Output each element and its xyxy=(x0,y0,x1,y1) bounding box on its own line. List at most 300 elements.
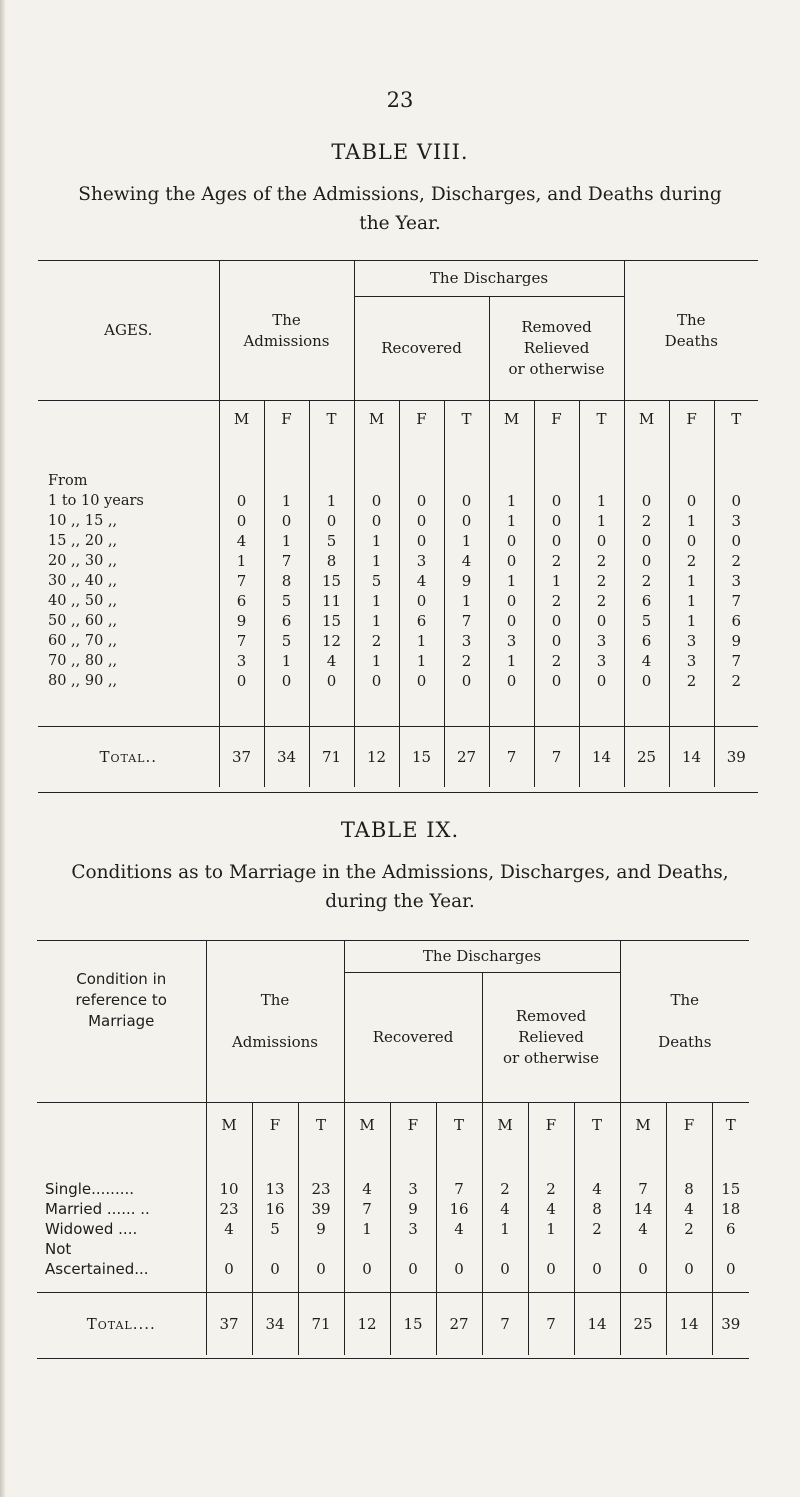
table-cell: 1 xyxy=(551,572,562,591)
table-cell: 0 xyxy=(371,512,382,531)
table-cell: 5 xyxy=(281,632,292,651)
condition-label: Single......... xyxy=(45,1180,135,1199)
table-cell: 0 xyxy=(281,512,292,531)
spacer xyxy=(621,1239,666,1259)
total-cell: 14 xyxy=(666,1293,712,1355)
spacer xyxy=(445,471,489,491)
header-f-4: F xyxy=(399,401,444,437)
total-cell: 37 xyxy=(206,1293,252,1355)
table-cell: 0 xyxy=(641,552,652,571)
header-t-8: T xyxy=(574,1103,620,1147)
header-m-0: M xyxy=(219,401,264,437)
value-column-1 xyxy=(264,437,309,727)
header-admissions-line-2: Admissions xyxy=(231,1033,319,1051)
table-cell: 0 xyxy=(224,1260,234,1279)
total-cell: 39 xyxy=(712,1293,749,1355)
spacer xyxy=(713,1159,750,1179)
table-cell: 15 xyxy=(721,1180,741,1199)
table-cell: 6 xyxy=(281,612,292,631)
table-cell: 2 xyxy=(641,572,652,591)
value-column-1 xyxy=(252,1147,298,1293)
table-cell: 4 xyxy=(592,1180,602,1199)
header-recovered: Recovered xyxy=(344,973,482,1103)
spacer xyxy=(580,471,624,491)
table-cell: 4 xyxy=(638,1220,648,1239)
blank-cell xyxy=(37,1103,206,1147)
header-recovered: Recovered xyxy=(354,297,489,401)
table-cell: 0 xyxy=(236,492,247,511)
table-cell: 0 xyxy=(506,532,517,551)
header-removed-line-3: or otherwise xyxy=(508,360,605,378)
spacer xyxy=(207,1239,252,1259)
table-cell: 2 xyxy=(641,512,652,531)
table-cell: 15 xyxy=(321,612,342,631)
table-cell: 0 xyxy=(416,592,427,611)
from-label: From xyxy=(48,473,88,490)
spacer xyxy=(625,471,669,491)
table-cell: 8 xyxy=(592,1200,602,1219)
age-label: 20 ,, 30 ,, xyxy=(48,553,118,570)
value-column-8 xyxy=(579,437,624,727)
table-cell: 0 xyxy=(362,1260,372,1279)
table-cell: 6 xyxy=(416,612,427,631)
value-column-6 xyxy=(482,1147,528,1293)
header-condition-line-1: Condition in xyxy=(76,970,167,988)
spacer xyxy=(535,471,579,491)
table-cell: 3 xyxy=(416,552,427,571)
age-label: 15 ,, 20 ,, xyxy=(48,533,118,550)
table-cell: 16 xyxy=(265,1200,285,1219)
header-m-3: M xyxy=(354,401,399,437)
header-t-2: T xyxy=(309,401,354,437)
table-cell: 9 xyxy=(316,1220,326,1239)
table-cell: 0 xyxy=(270,1260,280,1279)
table-cell: 2 xyxy=(371,632,382,651)
condition-label: Widowed .... xyxy=(45,1220,138,1239)
header-t-5: T xyxy=(436,1103,482,1147)
value-column-10 xyxy=(666,1147,712,1293)
table-cell: 6 xyxy=(731,612,742,631)
spacer xyxy=(483,1239,528,1259)
table-cell: 3 xyxy=(408,1220,418,1239)
spacer xyxy=(299,1159,344,1179)
header-discharges: The Discharges xyxy=(344,941,620,973)
spacer xyxy=(355,471,399,491)
table-cell: 2 xyxy=(596,572,607,591)
total-cell: 27 xyxy=(444,727,489,787)
table-cell: 7 xyxy=(731,592,742,611)
condition-label-line-2: Ascertained... xyxy=(45,1260,149,1279)
table-cell: 11 xyxy=(321,592,342,611)
table-cell: 16 xyxy=(449,1200,469,1219)
table-cell: 0 xyxy=(551,612,562,631)
age-label: 30 ,, 40 ,, xyxy=(48,573,118,590)
table-cell: 5 xyxy=(641,612,652,631)
total-cell: 71 xyxy=(298,1293,344,1355)
table-cell: 2 xyxy=(500,1180,510,1199)
header-admissions-line-1: The xyxy=(260,991,290,1009)
value-column-2 xyxy=(298,1147,344,1293)
table-cell: 12 xyxy=(321,632,342,651)
table-cell: 7 xyxy=(638,1180,648,1199)
total-label: Total.. xyxy=(38,727,219,787)
table-cell: 8 xyxy=(326,552,337,571)
value-column-7 xyxy=(528,1147,574,1293)
header-f-1: F xyxy=(264,401,309,437)
table-8-ages xyxy=(38,260,758,793)
table-cell: 23 xyxy=(219,1200,239,1219)
table-cell: 6 xyxy=(641,632,652,651)
header-deaths-line-2: Deaths xyxy=(658,1033,712,1051)
table-cell: 0 xyxy=(454,1260,464,1279)
spacer xyxy=(45,1159,206,1179)
table-cell: 1 xyxy=(596,492,607,511)
from-label-cell xyxy=(38,401,219,437)
header-t-2: T xyxy=(298,1103,344,1147)
table-cell: 9 xyxy=(236,612,247,631)
value-column-9 xyxy=(624,437,669,727)
table-cell: 2 xyxy=(686,552,697,571)
table-cell: 7 xyxy=(236,632,247,651)
spacer xyxy=(345,1239,390,1259)
total-cell: 15 xyxy=(390,1293,436,1355)
total-cell: 34 xyxy=(264,727,309,787)
table-cell: 1 xyxy=(371,652,382,671)
header-admissions-line-2: Admissions xyxy=(243,331,330,350)
total-cell: 7 xyxy=(482,1293,528,1355)
value-column-0 xyxy=(219,437,264,727)
table-cell: 0 xyxy=(684,1260,694,1279)
table-cell: 0 xyxy=(326,672,337,691)
age-label: 50 ,, 60 ,, xyxy=(48,613,118,630)
total-cell: 71 xyxy=(309,727,354,787)
header-removed-line-1: Removed xyxy=(515,1007,587,1025)
spacer xyxy=(667,1159,712,1179)
table-cell: 13 xyxy=(265,1180,285,1199)
header-removed-line-2: Relieved xyxy=(523,339,590,357)
header-admissions-line-1: The xyxy=(272,310,301,329)
header-m-9: M xyxy=(624,401,669,437)
header-m-0: M xyxy=(206,1103,252,1147)
total-cell: 25 xyxy=(624,727,669,787)
table-cell: 2 xyxy=(551,592,562,611)
header-f-10: F xyxy=(666,1103,712,1147)
header-discharges: The Discharges xyxy=(354,261,624,297)
table-cell: 0 xyxy=(726,1260,736,1279)
table-cell: 0 xyxy=(281,672,292,691)
table-cell: 2 xyxy=(596,592,607,611)
table-cell: 4 xyxy=(416,572,427,591)
table-cell: 3 xyxy=(686,632,697,651)
header-f-7: F xyxy=(528,1103,574,1147)
age-label: 60 ,, 70 ,, xyxy=(48,633,118,650)
table-cell: 1 xyxy=(596,512,607,531)
table-cell: 2 xyxy=(731,672,742,691)
table-cell: 6 xyxy=(726,1220,736,1239)
table-cell: 1 xyxy=(416,632,427,651)
spacer xyxy=(713,1239,750,1259)
table-cell: 0 xyxy=(551,512,562,531)
table-cell: 0 xyxy=(686,492,697,511)
value-column-4 xyxy=(390,1147,436,1293)
table-cell: 0 xyxy=(641,672,652,691)
spacer xyxy=(299,1239,344,1259)
value-column-10 xyxy=(669,437,714,727)
total-cell: 7 xyxy=(528,1293,574,1355)
total-cell: 7 xyxy=(489,727,534,787)
table-cell: 0 xyxy=(416,492,427,511)
table-cell: 2 xyxy=(684,1220,694,1239)
total-cell: 25 xyxy=(620,1293,666,1355)
condition-column xyxy=(37,1147,206,1293)
table-cell: 2 xyxy=(546,1180,556,1199)
table-cell: 4 xyxy=(362,1180,372,1199)
spacer xyxy=(265,471,309,491)
table-cell: 0 xyxy=(416,532,427,551)
table-cell: 6 xyxy=(236,592,247,611)
table-cell: 0 xyxy=(408,1260,418,1279)
table-cell: 7 xyxy=(454,1180,464,1199)
table-cell: 1 xyxy=(686,612,697,631)
table-cell: 0 xyxy=(551,492,562,511)
table-cell: 9 xyxy=(461,572,472,591)
table-cell: 1 xyxy=(461,592,472,611)
table-cell: 3 xyxy=(408,1180,418,1199)
table-cell: 3 xyxy=(596,632,607,651)
total-cell: 14 xyxy=(574,1293,620,1355)
table-cell: 2 xyxy=(592,1220,602,1239)
table-cell: 3 xyxy=(731,512,742,531)
table-cell: 1 xyxy=(686,512,697,531)
table-cell: 0 xyxy=(316,1260,326,1279)
table-cell: 1 xyxy=(326,492,337,511)
total-cell: 14 xyxy=(579,727,624,787)
page-number: 23 xyxy=(386,88,414,112)
spacer xyxy=(391,1159,436,1179)
header-f-7: F xyxy=(534,401,579,437)
value-column-5 xyxy=(436,1147,482,1293)
table-cell: 4 xyxy=(236,532,247,551)
table-cell: 1 xyxy=(500,1220,510,1239)
spacer xyxy=(575,1159,620,1179)
value-column-2 xyxy=(309,437,354,727)
table-cell: 6 xyxy=(641,592,652,611)
table-8-caption-line-2: the Year. xyxy=(359,213,441,234)
table-cell: 8 xyxy=(281,572,292,591)
total-label: Total.... xyxy=(37,1293,206,1355)
header-deaths xyxy=(624,261,758,401)
header-t-5: T xyxy=(444,401,489,437)
table-cell: 0 xyxy=(596,672,607,691)
header-ages: AGES. xyxy=(38,261,219,401)
table-cell: 7 xyxy=(281,552,292,571)
table-cell: 3 xyxy=(506,632,517,651)
table-cell: 1 xyxy=(461,532,472,551)
spacer xyxy=(345,1159,390,1179)
header-admissions xyxy=(206,941,344,1103)
age-label: 1 to 10 years xyxy=(48,493,144,510)
table-cell: 1 xyxy=(236,552,247,571)
table-cell: 10 xyxy=(219,1180,239,1199)
table-cell: 3 xyxy=(686,652,697,671)
table-cell: 0 xyxy=(236,512,247,531)
spacer xyxy=(575,1239,620,1259)
spacer xyxy=(253,1159,298,1179)
table-cell: 0 xyxy=(461,512,472,531)
table-cell: 4 xyxy=(224,1220,234,1239)
spacer xyxy=(715,471,759,491)
header-deaths-line-2: Deaths xyxy=(664,331,718,350)
table-cell: 1 xyxy=(371,552,382,571)
age-label: 70 ,, 80 ,, xyxy=(48,653,118,670)
table-cell: 2 xyxy=(551,652,562,671)
table-cell: 0 xyxy=(371,672,382,691)
age-column xyxy=(38,437,219,727)
table-cell: 0 xyxy=(500,1260,510,1279)
total-cell: 37 xyxy=(219,727,264,787)
spacer xyxy=(437,1239,482,1259)
table-8-caption-line-1: Shewing the Ages of the Admissions, Discharges, and Deaths during xyxy=(78,184,722,205)
header-t-11: T xyxy=(725,1115,736,1134)
table-cell: 14 xyxy=(633,1200,653,1219)
table-cell: 2 xyxy=(686,672,697,691)
table-cell: 4 xyxy=(461,552,472,571)
table-cell: 7 xyxy=(236,572,247,591)
table-cell: 3 xyxy=(461,632,472,651)
table-cell: 5 xyxy=(281,592,292,611)
table-cell: 0 xyxy=(371,492,382,511)
table-cell: 7 xyxy=(461,612,472,631)
header-removed xyxy=(489,297,624,401)
table-cell: 1 xyxy=(506,512,517,531)
spacer xyxy=(400,471,444,491)
table-8-bottom-rule xyxy=(38,787,758,793)
table-cell: 18 xyxy=(721,1200,741,1219)
table-cell: 4 xyxy=(641,652,652,671)
total-cell: 27 xyxy=(436,1293,482,1355)
table-cell: 0 xyxy=(506,612,517,631)
spacer xyxy=(220,471,264,491)
table-cell: 0 xyxy=(461,672,472,691)
header-m-3: M xyxy=(344,1103,390,1147)
total-cell: 34 xyxy=(252,1293,298,1355)
table-cell: 4 xyxy=(500,1200,510,1219)
spacer xyxy=(207,1159,252,1179)
table-cell: 1 xyxy=(416,652,427,671)
header-f-4: F xyxy=(390,1103,436,1147)
table-cell: 4 xyxy=(546,1200,556,1219)
table-cell: 1 xyxy=(506,492,517,511)
table-cell: 0 xyxy=(416,512,427,531)
table-cell: 4 xyxy=(684,1200,694,1219)
table-cell: 1 xyxy=(281,652,292,671)
table-cell: 1 xyxy=(281,492,292,511)
table-cell: 7 xyxy=(362,1200,372,1219)
table-cell: 1 xyxy=(506,652,517,671)
table-cell: 0 xyxy=(641,492,652,511)
total-cell: 12 xyxy=(344,1293,390,1355)
table-cell: 4 xyxy=(454,1220,464,1239)
table-8-title: TABLE VIII. xyxy=(331,140,469,164)
header-removed-line-3: or otherwise xyxy=(503,1049,599,1067)
table-cell: 0 xyxy=(236,672,247,691)
table-cell: 0 xyxy=(596,532,607,551)
table-cell: 1 xyxy=(686,592,697,611)
table-cell: 2 xyxy=(596,552,607,571)
header-condition xyxy=(37,941,206,1103)
table-cell: 1 xyxy=(371,532,382,551)
header-condition-line-3: Marriage xyxy=(88,1012,155,1030)
table-cell: 0 xyxy=(546,1260,556,1279)
table-cell: 2 xyxy=(551,552,562,571)
table-cell: 1 xyxy=(506,572,517,591)
table-cell: 1 xyxy=(371,592,382,611)
age-label: 80 ,, 90 ,, xyxy=(48,673,118,690)
header-removed-line-1: Removed xyxy=(521,318,592,336)
table-cell: 0 xyxy=(686,532,697,551)
table-9-caption-line-2: during the Year. xyxy=(325,891,475,912)
spacer xyxy=(529,1159,574,1179)
header-t-11: T xyxy=(731,409,742,428)
spacer xyxy=(437,1159,482,1179)
spacer xyxy=(483,1159,528,1179)
spacer xyxy=(391,1239,436,1259)
table-cell: 1 xyxy=(546,1220,556,1239)
table-cell: 0 xyxy=(592,1260,602,1279)
table-cell: 0 xyxy=(506,552,517,571)
spacer xyxy=(670,471,714,491)
value-column-9 xyxy=(620,1147,666,1293)
table-cell: 1 xyxy=(281,532,292,551)
value-column-7 xyxy=(534,437,579,727)
value-column-5 xyxy=(444,437,489,727)
table-cell: 4 xyxy=(326,652,337,671)
table-cell: 0 xyxy=(551,632,562,651)
header-deaths-line-1: The xyxy=(670,991,700,1009)
table-cell: 0 xyxy=(551,672,562,691)
table-cell: 1 xyxy=(371,612,382,631)
table-cell: 9 xyxy=(731,632,742,651)
value-column-3 xyxy=(354,437,399,727)
table-cell: 0 xyxy=(731,492,742,511)
header-condition-line-2: reference to xyxy=(75,991,167,1009)
table-cell: 23 xyxy=(311,1180,331,1199)
header-m-6: M xyxy=(482,1103,528,1147)
age-label: 40 ,, 50 ,, xyxy=(48,593,118,610)
table-9-bottom-rule xyxy=(37,1355,749,1359)
header-deaths-line-1: The xyxy=(677,310,706,329)
value-column-6 xyxy=(489,437,534,727)
table-cell: 0 xyxy=(506,592,517,611)
condition-label: Not xyxy=(45,1240,72,1259)
table-cell: 3 xyxy=(236,652,247,671)
header-admissions xyxy=(219,261,354,401)
table-cell: 0 xyxy=(596,612,607,631)
table-cell: 0 xyxy=(416,672,427,691)
value-column-8 xyxy=(574,1147,620,1293)
table-cell: 5 xyxy=(326,532,337,551)
table-cell: 2 xyxy=(731,552,742,571)
value-column-0 xyxy=(206,1147,252,1293)
table-cell: 9 xyxy=(408,1200,418,1219)
table-cell: 8 xyxy=(684,1180,694,1199)
total-cell: 39 xyxy=(714,727,758,787)
table-cell: 0 xyxy=(506,672,517,691)
spacer xyxy=(253,1239,298,1259)
age-label: 10 ,, 15 ,, xyxy=(48,513,118,530)
header-m-6: M xyxy=(489,401,534,437)
header-removed xyxy=(482,973,620,1103)
